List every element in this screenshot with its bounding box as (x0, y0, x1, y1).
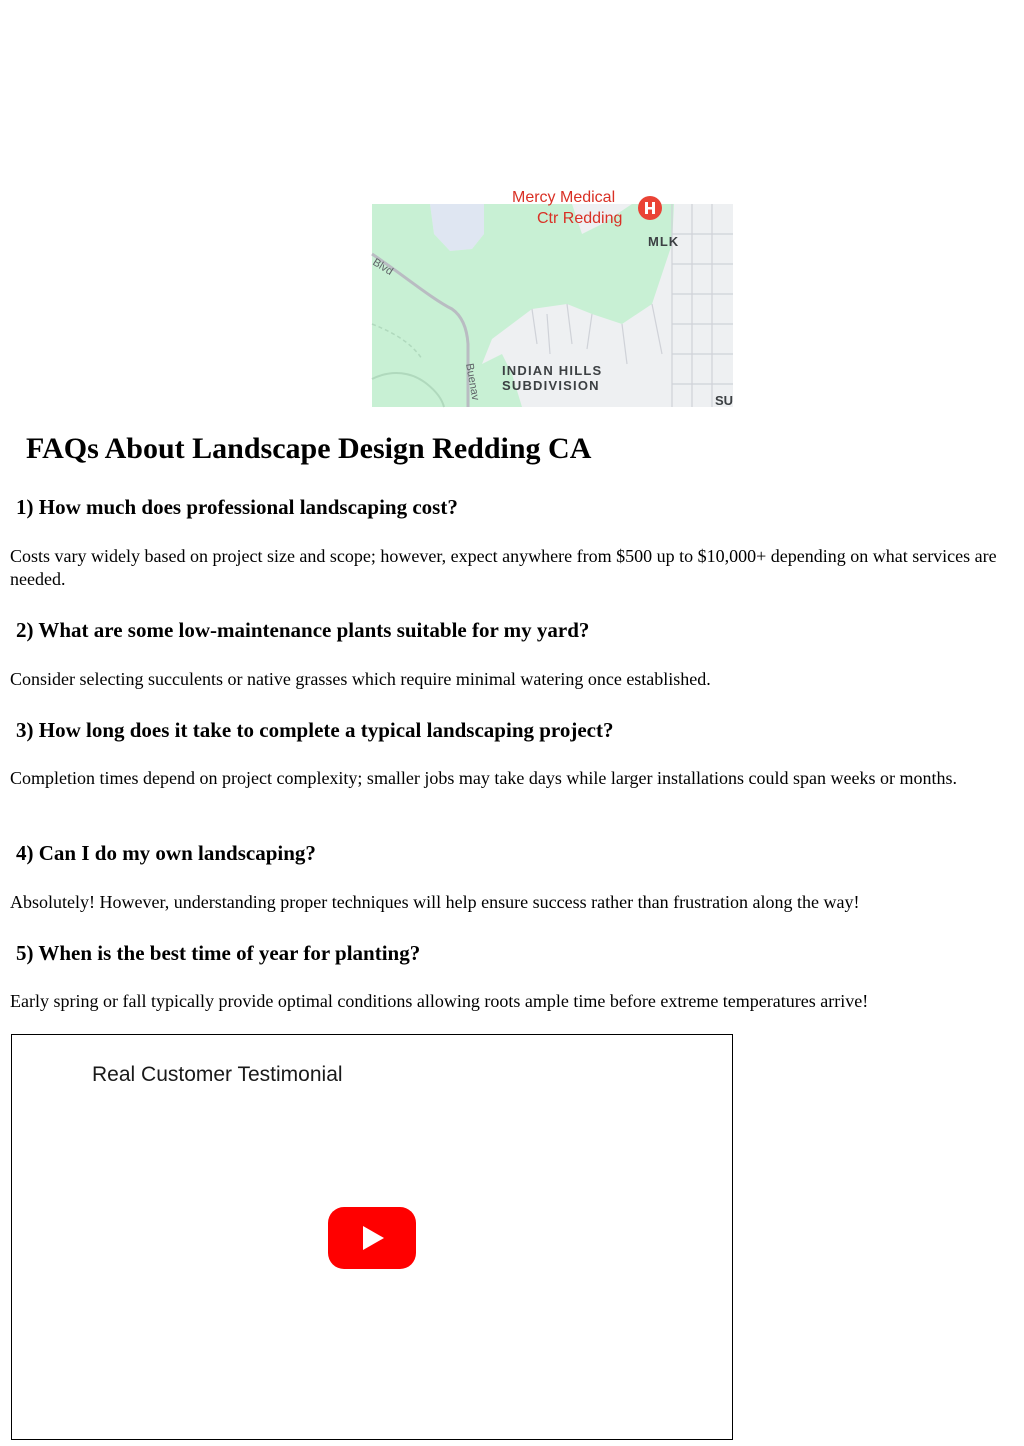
faq-heading: FAQs About Landscape Design Redding CA (26, 432, 592, 465)
map-label-buena: Buenav (463, 362, 482, 402)
faq-answer-3: Completion times depend on project complexity; smaller jobs may take days while larger installations could span weeks or months. (10, 768, 957, 788)
video-embed[interactable] (11, 1034, 733, 1440)
map-image (370, 189, 734, 408)
map-label-area-line2: SUBDIVISION (502, 378, 600, 393)
faq-question-1: 1) How much does professional landscaping cost? (16, 495, 458, 519)
faq-question-5: 5) When is the best time of year for planting? (16, 941, 421, 965)
faq-answer-2: Consider selecting succulents or native grasses which require minimal watering once established. (10, 669, 711, 689)
hospital-pin-icon[interactable] (638, 196, 662, 220)
map-label-blvd: Blvd (370, 256, 395, 278)
map-label-hospital-top: Mercy Medical (512, 189, 616, 206)
map-embed[interactable] (370, 189, 734, 408)
video-title[interactable]: Real Customer Testimonial (92, 1063, 343, 1086)
map-label-edge: SU (715, 393, 734, 408)
faq-answer-1: Costs vary widely based on project size and scope; however, expect anywhere from $500 up to $10,000+ depending on what services are needed. (10, 546, 997, 589)
faq-question-2: 2) What are some low-maintenance plants suitable for my yard? (16, 618, 590, 642)
map-label-mlk: MLK (648, 234, 680, 249)
map-label-hospital: Ctr Redding (537, 210, 623, 227)
faq-answer-4: Absolutely! However, understanding proper techniques will help ensure success rather than frustration along the way! (10, 892, 860, 912)
youtube-play-icon[interactable] (328, 1207, 416, 1269)
map-label-area-line1: INDIAN HILLS (502, 363, 603, 378)
faq-question-3: 3) How long does it take to complete a typical landscaping project? (16, 718, 614, 742)
faq-answer-5: Early spring or fall typically provide optimal conditions allowing roots ample time before extreme temperatures arrive! (10, 991, 869, 1011)
faq-question-4: 4) Can I do my own landscaping? (16, 841, 316, 865)
